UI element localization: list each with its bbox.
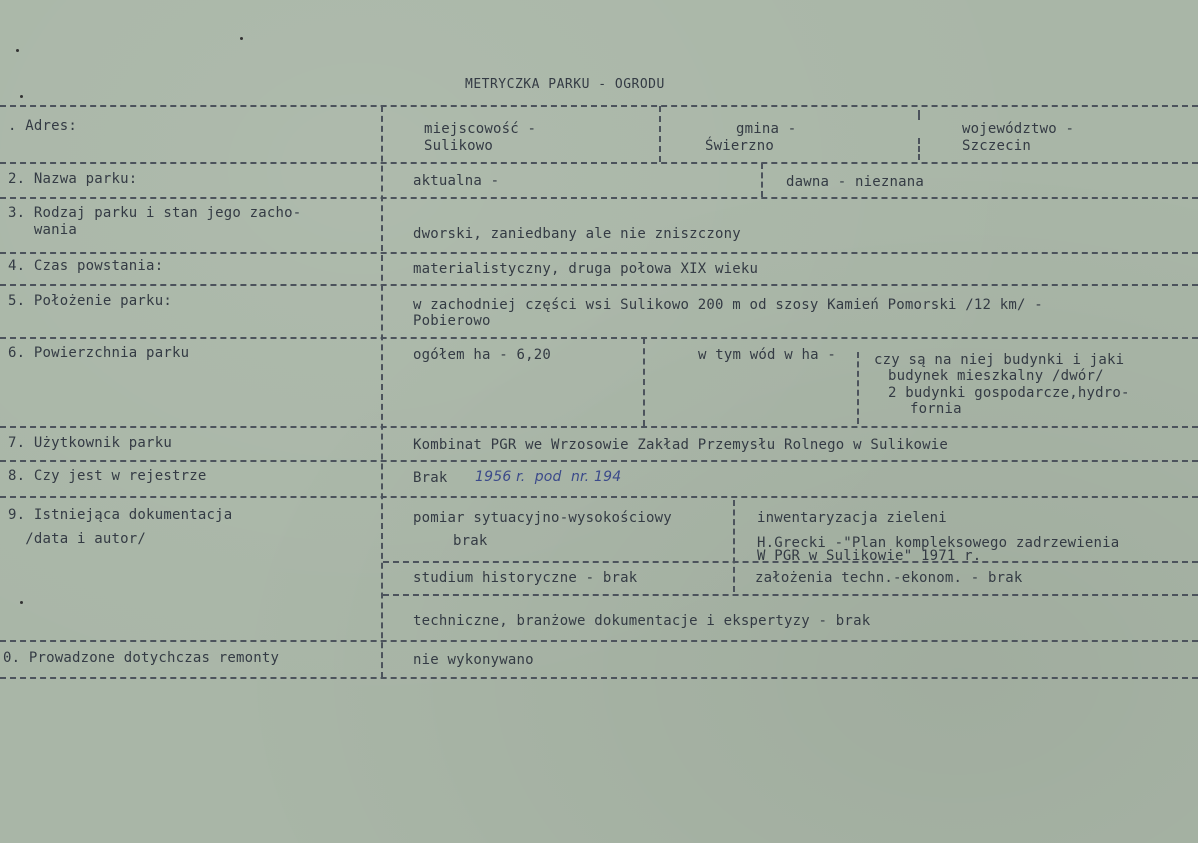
- voivodeship-value: Szczecin: [962, 138, 1032, 154]
- speck: [20, 95, 23, 98]
- buildings-line-4: fornia: [910, 401, 962, 417]
- label-renovations: 0. Prowadzone dotychczas remonty: [3, 650, 280, 666]
- park-type-value: dworski, zaniedbany ale nie zniszczony: [413, 226, 741, 242]
- buildings-line-2: budynek mieszkalny /dwór/: [888, 368, 1104, 384]
- survey-value: brak: [453, 533, 488, 549]
- rule-3: [0, 252, 1198, 254]
- divider-r9: [733, 500, 735, 592]
- divider-r2: [761, 163, 763, 197]
- rule-1: [0, 162, 1198, 164]
- rule-6: [0, 426, 1198, 428]
- name-current: aktualna -: [413, 173, 500, 189]
- speck: [16, 49, 19, 52]
- creation-time-value: materialistyczny, druga połowa XIX wieku: [413, 261, 759, 277]
- technical-docs: techniczne, branżowe dokumentacje i ekspertyzy - brak: [413, 613, 871, 629]
- rule-5: [0, 337, 1198, 339]
- rule-7: [0, 460, 1198, 462]
- survey-label: pomiar sytuacyjno-wysokościowy: [413, 510, 672, 526]
- buildings-line-1: czy są na niej budynki i jaki: [874, 352, 1125, 368]
- divider-r6-b: [857, 352, 859, 424]
- divider-r1-b1: [918, 110, 920, 120]
- area-total: ogółem ha - 6,20: [413, 347, 552, 363]
- greenery-line-2: W PGR w Sulikowie" 1971 r.: [757, 548, 982, 564]
- area-water: w tym wód w ha -: [698, 347, 837, 363]
- label-park-name: 2. Nazwa parku:: [8, 171, 138, 187]
- label-park-type-1: 3. Rodzaj parku i stan jego zacho-: [8, 205, 302, 221]
- divider-r1-a: [659, 106, 661, 162]
- rule-4: [0, 284, 1198, 286]
- label-documentation-2: /data i autor/: [8, 531, 147, 547]
- page-title: METRYCZKA PARKU - OGRODU: [465, 77, 665, 92]
- voivodeship-label: województwo -: [962, 121, 1075, 137]
- renovations-value: nie wykonywano: [413, 652, 534, 668]
- history-study: studium historyczne - brak: [413, 570, 638, 586]
- greenery-line-1: H.Grecki -"Plan kompleksowego zadrzewienia: [757, 535, 1120, 551]
- label-address: . Adres:: [8, 118, 78, 134]
- location-value-2: Pobierowo: [413, 313, 491, 329]
- commune-value: Świerzno: [705, 138, 775, 154]
- rule-bottom: [0, 677, 1198, 679]
- rule-9: [0, 640, 1198, 642]
- label-park-type-2: wania: [8, 222, 78, 238]
- label-user: 7. Użytkownik parku: [8, 435, 172, 451]
- column-divider: [381, 106, 383, 678]
- label-creation-time: 4. Czas powstania:: [8, 258, 164, 274]
- register-typed: Brak: [413, 470, 448, 486]
- buildings-line-3: 2 budynki gospodarcze,hydro-: [888, 385, 1130, 401]
- location-value-1: w zachodniej części wsi Sulikowo 200 m od szosy Kamień Pomorski /12 km/ -: [413, 297, 1043, 313]
- label-area: 6. Powierzchnia parku: [8, 345, 190, 361]
- name-former: dawna - nieznana: [786, 174, 925, 190]
- register-handwritten: 1956 r. pod nr. 194: [475, 469, 622, 485]
- rule-2: [0, 197, 1198, 199]
- rule-9b: [383, 594, 1198, 596]
- label-register: 8. Czy jest w rejestrze: [8, 468, 207, 484]
- speck: [20, 601, 23, 604]
- greenery-label: inwentaryzacja zieleni: [757, 510, 947, 526]
- label-location: 5. Położenie parku:: [8, 293, 172, 309]
- commune-label: gmina -: [736, 121, 797, 137]
- tech-econ-assumptions: założenia techn.-ekonom. - brak: [755, 570, 1023, 586]
- user-value: Kombinat PGR we Wrzosowie Zakład Przemysłu Rolnego w Sulikowie: [413, 437, 948, 453]
- locality-value: Sulikowo: [424, 138, 494, 154]
- divider-r6-a: [643, 338, 645, 426]
- rule-top: [0, 105, 1198, 107]
- divider-r1-b2: [918, 138, 920, 160]
- label-documentation-1: 9. Istniejąca dokumentacja: [8, 507, 233, 523]
- speck: [240, 37, 243, 40]
- rule-8: [0, 496, 1198, 498]
- locality-label: miejscowość -: [424, 121, 537, 137]
